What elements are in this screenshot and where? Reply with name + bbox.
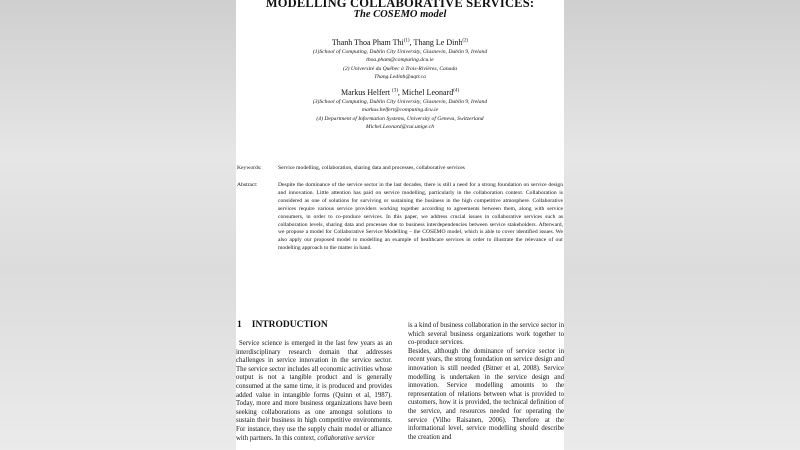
body-paragraph: Besides, although the dominance of service sector in recent years, the strong foundation on service design and innovation is still needed (Bitner et al, 2008). Service modelling is undertaken in the service design and innovation. Service modelling amounts to the representation of relations between what is provided to customers, how it is provided, the technical definition of the service, and resources needed for operating the service (Vilho Raisanen, 2006). Therefore at the informational level, service modelling should describe the creation and	[408, 347, 564, 441]
body-text: Service science is emerged in the last few years as an interdisciplinary research domain that addresses challenges in service innovation in the service sector. The service sector includes all economic activities whose output is not a tangible product and is generally consumed at the same time, it is produced and provides added value in intangible forms (Quinn et al, 1987). Today, more and more business organizations have been seeking collaborations as one amongst solutions to sustain their business in high competitive environments. For instance, they use the supply chain model or alliance with partners. In this context,	[236, 340, 392, 442]
section-title: INTRODUCTION	[251, 320, 328, 330]
right-column	[408, 322, 564, 442]
affiliations-block-1	[236, 48, 564, 81]
author-sup: (3)	[392, 88, 398, 94]
author-name: Michel Leonard	[401, 88, 454, 97]
author-line-2: Markus Helfert $^{(3)}$, Michel Leonard$^{(4)}$	[340, 88, 460, 97]
email-line: markus.helfert@computing.dcu.ie	[361, 107, 439, 114]
keywords-label: Keywords:	[237, 165, 262, 171]
left-column	[236, 340, 392, 443]
affiliation-line: (3)School of Computing, Dublin City University, Glasnevin, Dublin 9, Ireland	[312, 99, 488, 105]
body-paragraph	[236, 340, 392, 443]
emphasis-text: collaborative service	[317, 434, 375, 442]
paper-subtitle: The COSEMO model	[353, 9, 447, 20]
keywords-text: Service modelling, collaboration, sharing data and processes, collaborative services	[278, 165, 465, 171]
author-line-1: Thanh Thoa Pham Thi$^{(1)}$, Thang Le Dinh$^{(2)}$	[331, 38, 469, 47]
affiliation-line: (2) Université du Québec à Trois-Rivières, Canada	[342, 65, 458, 72]
paper-title: MODELLING COLLABORATIVE SERVICES:	[265, 0, 535, 10]
author-name: Thang Le Dinh	[413, 38, 463, 47]
affiliation-line: (1)School of Computing, Dublin City University, Glasnevin, Dublin 9, Ireland	[312, 49, 488, 55]
affiliation-line: (4) Department of Information Systems, University of Geneva, Switzerland	[316, 115, 484, 122]
email-line: thoa.pham@computing.dcu.ie	[366, 57, 434, 64]
author-sup: (1)	[403, 38, 410, 44]
author-sup: (2)	[462, 38, 469, 44]
author-name: Markus Helfert	[340, 88, 391, 97]
abstract-text: Despite the dominance of the service sector in the last decades, there is still a need for a strong foundation on service design and innovation. Little attention has paid on service modelling, particularly in the collaboration context. Collaboration is considered as one of solutions for surviving or sustaining the business in the high competitive atmosphere. Collaborative services require various service providers working together according to agreements between them, along with service consumers, in order to co-produce services. In this paper, we address crucial issues in collaborative services such as collaboration levels, sharing data and processes due to business interdependencies between service stakeholders. Afterward, we propose a model for Collaborative Service Modelling – the COSEMO model, which is able to cover identified issues. We also apply our proposed model to modelling an example of healthcare services in order to illustrate the relevance of our modelling approach to the matter in hand.	[278, 182, 563, 252]
left-background-margin	[0, 0, 236, 450]
paper-page	[236, 0, 564, 450]
section-heading	[237, 320, 328, 330]
right-background-margin	[564, 0, 800, 450]
abstract-label: Abstract:	[237, 182, 258, 188]
email-line: Thang.Ledinh@uqtr.ca	[374, 73, 426, 80]
email-line: Michel.Leonard@cui.unige.ch	[365, 123, 435, 130]
author-name: Thanh Thoa Pham Thi	[331, 38, 404, 47]
body-paragraph: is a kind of business collaboration in the service sector in which several business organizations work together to co-produce services.	[408, 322, 564, 347]
section-number: 1	[237, 320, 242, 330]
affiliations-block-2	[236, 98, 564, 131]
author-sup: (4)	[453, 88, 460, 94]
